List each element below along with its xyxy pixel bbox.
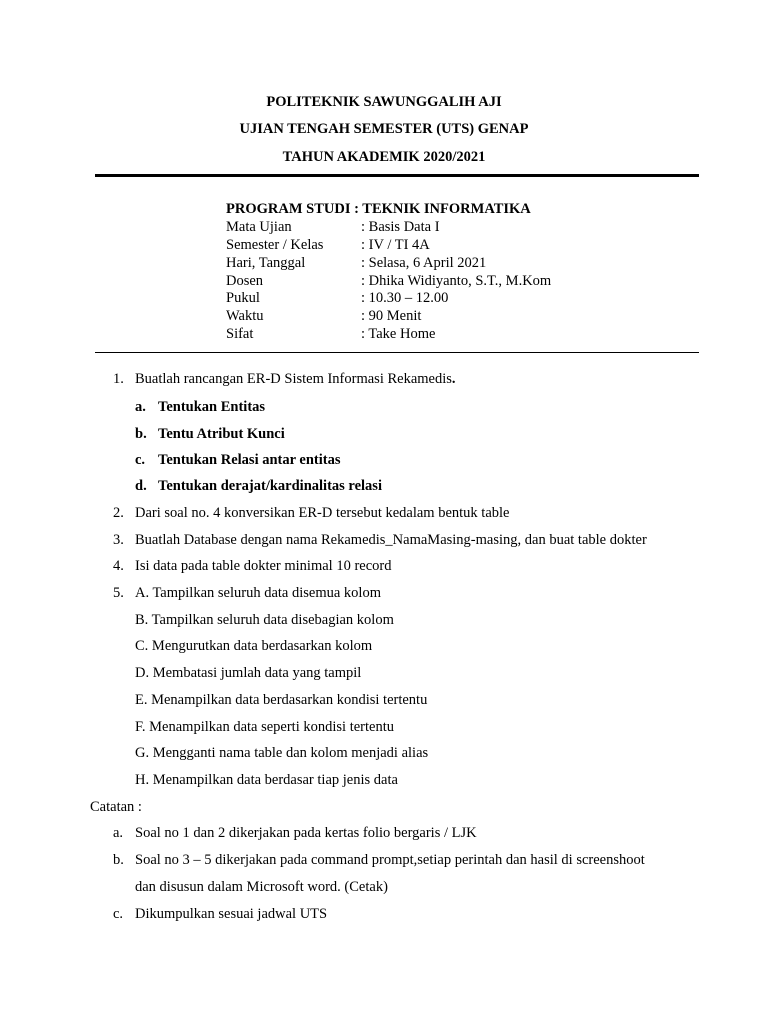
question-number: 2. — [113, 505, 124, 521]
question-5-sub-e: E. Menampilkan data berdasarkan kondisi tertentu — [135, 692, 428, 708]
note-letter: a. — [113, 825, 124, 841]
info-value: : 10.30 – 12.00 — [361, 290, 449, 306]
info-label: Semester / Kelas — [226, 237, 324, 253]
question-5-sub-g: G. Mengganti nama table dan kolom menjadi alias — [135, 745, 429, 761]
institution-title: POLITEKNIK SAWUNGGALIH AJI — [266, 94, 502, 110]
program-studi: PROGRAM STUDI : TEKNIK INFORMATIKA — [226, 201, 531, 217]
sub-text: Tentukan derajat/kardinalitas relasi — [158, 478, 382, 494]
note-text: Soal no 3 – 5 dikerjakan pada command prompt,setiap perintah dan hasil di screenshoot — [135, 852, 645, 868]
sub-text: Tentu Atribut Kunci — [158, 426, 285, 442]
note-text: dan disusun dalam Microsoft word. (Cetak) — [135, 879, 388, 895]
info-label: Hari, Tanggal — [226, 255, 306, 271]
question-5-sub-b: B. Tampilkan seluruh data disebagian kolom — [135, 612, 394, 628]
question-number: 5. — [113, 585, 124, 601]
info-label: Sifat — [226, 326, 254, 342]
note-letter: b. — [113, 852, 124, 868]
header-divider — [95, 174, 699, 177]
question-text: Dari soal no. 4 konversikan ER-D tersebut kedalam bentuk table — [135, 505, 510, 521]
info-value: : Dhika Widiyanto, S.T., M.Kom — [361, 273, 552, 289]
question-5-sub-f: F. Menampilkan data seperti kondisi tertentu — [135, 719, 394, 735]
question-text: A. Tampilkan seluruh data disemua kolom — [135, 585, 381, 601]
info-value: : Take Home — [361, 326, 436, 342]
info-value: : IV / TI 4A — [361, 237, 430, 253]
sub-letter: b. — [135, 426, 147, 442]
academic-year: TAHUN AKADEMIK 2020/2021 — [282, 149, 486, 165]
info-divider — [95, 352, 699, 353]
question-5-sub-h: H. Menampilkan data berdasar tiap jenis data — [135, 772, 398, 788]
question-text: Isi data pada table dokter minimal 10 record — [135, 558, 392, 574]
question-number: 4. — [113, 558, 124, 574]
info-label: Pukul — [226, 290, 260, 306]
sub-text: Tentukan Relasi antar entitas — [158, 452, 341, 468]
question-5-sub-d: D. Membatasi jumlah data yang tampil — [135, 665, 362, 681]
question-number: 1. — [113, 371, 124, 387]
question-text — [135, 370, 456, 388]
note-text: Dikumpulkan sesuai jadwal UTS — [135, 906, 328, 922]
info-label: Mata Ujian — [226, 219, 292, 235]
info-value: : Basis Data I — [361, 219, 440, 235]
info-label: Waktu — [226, 308, 264, 324]
note-text: Soal no 1 dan 2 dikerjakan pada kertas folio bergaris / LJK — [135, 825, 477, 841]
sub-letter: d. — [135, 478, 147, 494]
question-5-sub-c: C. Mengurutkan data berdasarkan kolom — [135, 638, 373, 654]
question-text: Buatlah Database dengan nama Rekamedis_NamaMasing-masing, dan buat table dokter — [135, 532, 647, 548]
notes-title: Catatan : — [90, 799, 142, 815]
info-label: Dosen — [226, 273, 264, 289]
question-number: 3. — [113, 532, 124, 548]
note-letter: c. — [113, 906, 124, 922]
sub-letter: c. — [135, 452, 146, 468]
question-1-text: Buatlah rancangan ER-D Sistem Informasi Rekamedis — [135, 371, 452, 387]
sub-letter: a. — [135, 399, 146, 415]
info-value: : Selasa, 6 April 2021 — [361, 255, 487, 271]
info-value: : 90 Menit — [361, 308, 422, 324]
question-1-period: . — [451, 371, 456, 387]
exam-title: UJIAN TENGAH SEMESTER (UTS) GENAP — [239, 121, 529, 137]
sub-text: Tentukan Entitas — [158, 399, 266, 415]
